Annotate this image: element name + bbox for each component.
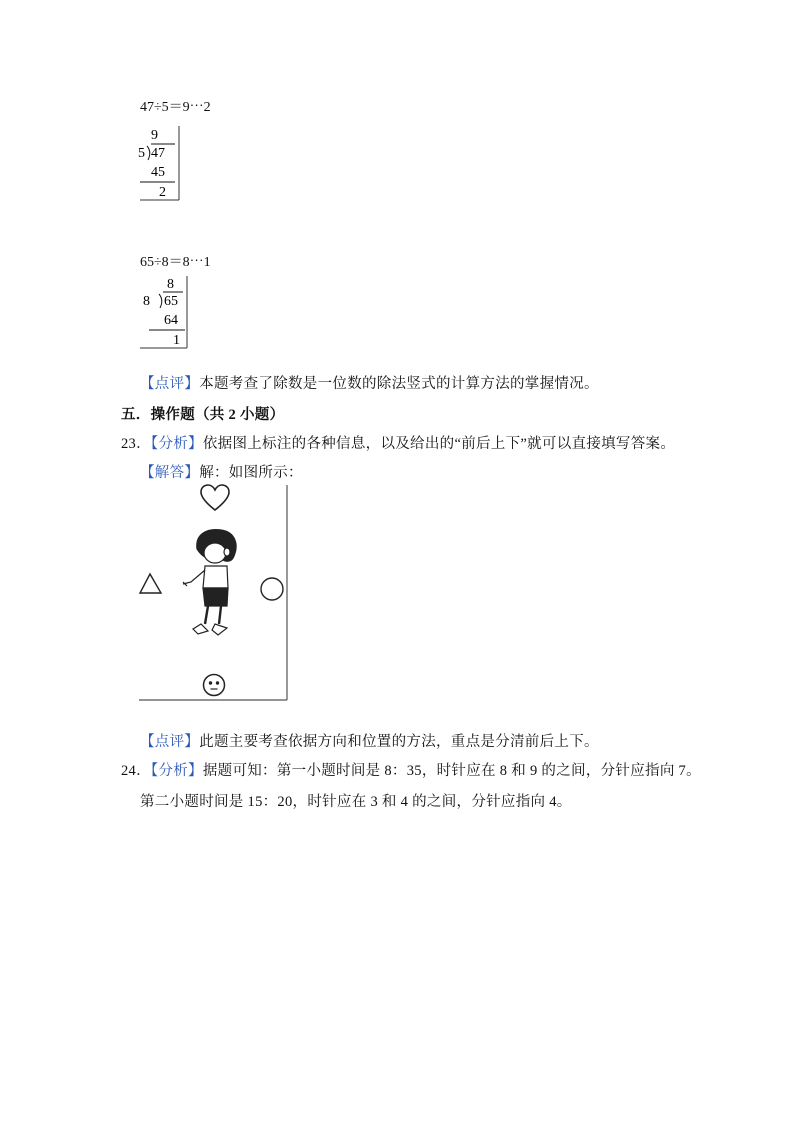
triangle-icon [140, 574, 161, 593]
heart-icon [201, 485, 229, 510]
long-division-2 [135, 274, 195, 354]
q23-analysis [121, 432, 675, 453]
section-heading: 五．操作题（共 2 小题） [121, 407, 285, 423]
analysis-text: 依据图上标注的各种信息，以及给出的“前后上下”就可以直接填写答案。 [202, 436, 676, 452]
q23-comment [140, 730, 599, 751]
divisor-2: 8 [143, 294, 150, 309]
remainder-2: 1 [173, 333, 180, 348]
comment-text: 本题考查了除数是一位数的除法竖式的计算方法的掌握情况。 [199, 376, 599, 392]
quotient-2: 8 [167, 277, 174, 292]
question-number: 24． [121, 763, 151, 779]
analysis-tag: 【分析】 [150, 436, 203, 452]
product-2: 64 [164, 313, 178, 328]
q24-analysis [121, 759, 701, 780]
answer-text: 解：如图所示： [199, 465, 303, 481]
division-equation-1: 47÷5＝9⋯2 [140, 100, 211, 115]
analysis-tag: 【分析】 [150, 763, 203, 779]
division-bracket-1 [147, 146, 150, 160]
product-1: 45 [151, 165, 165, 180]
dividend-2: 65 [164, 294, 178, 309]
divisor-1: 5 [138, 146, 145, 161]
boy-figure-icon [183, 530, 236, 635]
comment-tag: 【点评】 [140, 376, 200, 392]
smiley-face-icon [204, 675, 225, 696]
q23-answer [140, 461, 303, 482]
answer-tag: 【解答】 [140, 465, 200, 481]
circle-icon [261, 578, 283, 600]
comment-1 [140, 372, 599, 393]
question-number: 23． [121, 436, 151, 452]
dividend-1: 47 [151, 146, 165, 161]
division-equation-2: 65÷8＝8⋯1 [140, 255, 211, 270]
position-figure [135, 482, 295, 704]
comment-tag: 【点评】 [140, 734, 200, 750]
comment-text: 此题主要考查依据方向和位置的方法，重点是分清前后上下。 [199, 734, 599, 750]
q24-analysis-line-2: 第二小题时间是 15：20，时针应在 3 和 4 的之间，分针应指向 4。 [140, 794, 572, 810]
long-division-1 [135, 124, 190, 204]
division-bracket-2 [159, 294, 162, 308]
remainder-1: 2 [159, 185, 166, 200]
quotient-1: 9 [151, 128, 158, 143]
analysis-line-1: 据题可知：第一小题时间是 8：35，时针应在 8 和 9 的之间，分针应指向 7。 [202, 763, 701, 779]
